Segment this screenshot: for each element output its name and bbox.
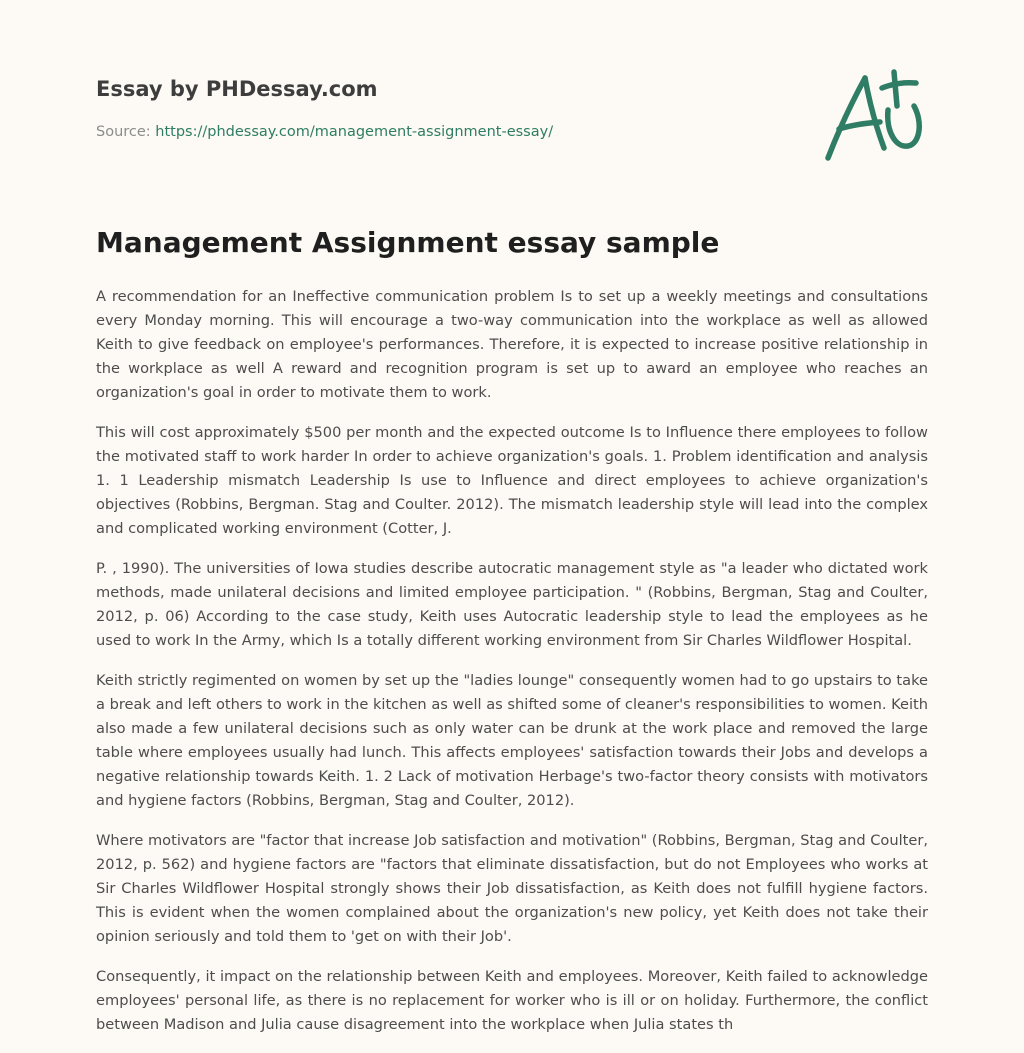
- paragraph-2: This will cost approximately $500 per month and the expected outcome Is to Influence there employees to follow the motivated staff to work harder In order to achieve organization's goals. 1. Problem identification and analysis 1. 1 Leadership mismatch Leadership Is use to Influence and direct employees to achieve organization's objectives (Robbins, Bergman. Stag and Coulter. 2012). The mismatch leadership style will lead into the complex and complicated working environment (Cotter, J.: [96, 424, 928, 537]
- paragraph-1: A recommendation for an Ineffective communication problem Is to set up a weekly meetings and consultations every Monday morning. This will encourage a two-way communication into the workplace as well as allowed Keith to give feedback on employee's performances. Therefore, it is expected to increase positive relationship in the workplace as well A reward and recognition program is set up to award an employee who reaches an organization's goal in order to motivate them to work.: [96, 288, 928, 401]
- paragraph-6: Consequently, it impact on the relationship between Keith and employees. Moreover, Keith failed to acknowledge employees' personal life, as there is no replacement for worker who is ill or on holiday. Furthermore, the conflict between Madison and Julia cause disagreement into the workplace when Julia states th: [96, 968, 928, 1033]
- paragraph-3: P. , 1990). The universities of Iowa studies describe autocratic management style as "a leader who dictated work methods, made unilateral decisions and limited employee participation. " (Robbins, Bergman, Stag and Coulter, 2012, p. 06) According to the case study, Keith uses Autocratic leadership style to lead the employees as he used to work In the Army, which Is a totally different working environment from Sir Charles Wildflower Hospital.: [96, 560, 928, 649]
- paragraph-4: Keith strictly regimented on women by set up the "ladies lounge" consequently women had to go upstairs to take a break and left others to work in the kitchen as well as shifted some of cleaner's responsibilities to women. Keith also made a few unilateral decisions such as only water can be drunk at the work place and removed the large table where employees usually had lunch. This affects employees' satisfaction towards their Jobs and develops a negative relationship towards Keith. 1. 2 Lack of motivation Herbage's two-factor theory consists with motivators and hygiene factors (Robbins, Bergman, Stag and Coulter, 2012).: [96, 672, 928, 809]
- a-plus-logo-icon: [822, 66, 928, 164]
- paragraph-5: Where motivators are "factor that increase Job satisfaction and motivation" (Robbins, Bergman, Stag and Coulter, 2012, p. 562) and hygiene factors are "factors that eliminate dissatisfaction, but do not Employees who works at Sir Charles Wildflower Hospital strongly shows their Job dissatisfaction, as Keith does not fulfill hygiene factors. This is evident when the women complained about the organization's new policy, yet Keith does not take their opinion seriously and told them to 'get on with their Job'.: [96, 832, 928, 945]
- article-body: [96, 285, 928, 1053]
- site-brand: Essay by PHDessay.com: [96, 77, 378, 101]
- article-title: Management Assignment essay sample: [96, 226, 720, 259]
- source-label: Source:: [96, 124, 151, 140]
- source-line: [96, 124, 553, 140]
- source-link[interactable]: https://phdessay.com/management-assignment-essay/: [155, 124, 554, 140]
